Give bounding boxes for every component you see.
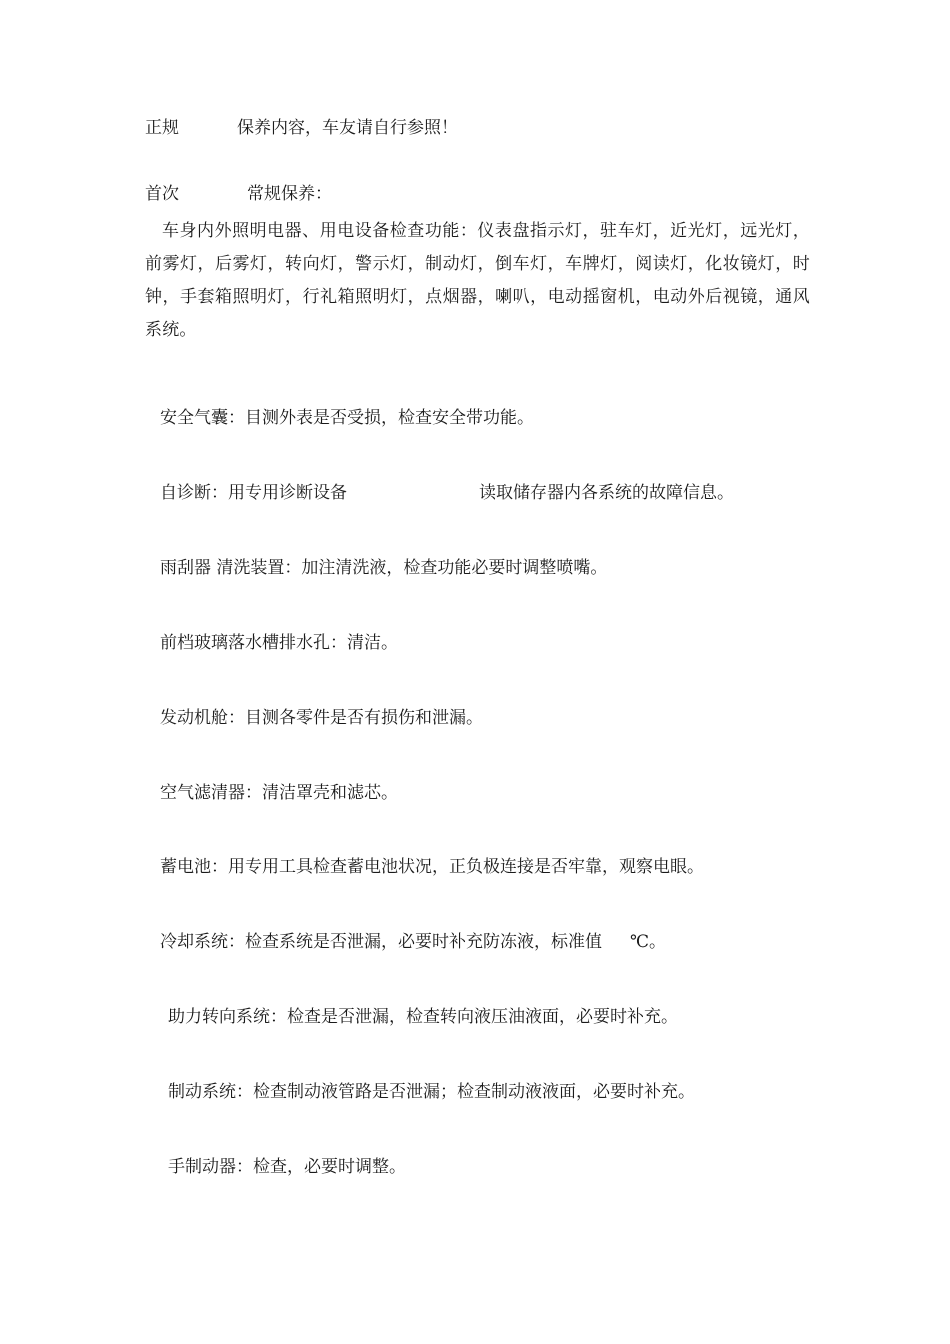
item-cooling (160, 931, 666, 953)
title-right: 保养内容，车友请自行参照！ (237, 118, 458, 138)
diagnosis-left: 自诊断：用专用诊断设备 (160, 483, 347, 503)
item-engine-bay: 发动机舱：目测各零件是否有损伤和泄漏。 (160, 708, 483, 728)
item-windshield-drain: 前档玻璃落水槽排水孔：清洁。 (160, 633, 398, 653)
cooling-right: ℃。 (630, 932, 667, 952)
section-label-left: 首次 (145, 184, 179, 204)
item-diagnosis (160, 482, 734, 504)
title-left: 正规 (145, 118, 179, 138)
item-air-filter: 空气滤清器：清洁罩壳和滤芯。 (160, 783, 398, 803)
item-power-steering: 助力转向系统：检查是否泄漏，检查转向液压油液面，必要时补充。 (168, 1007, 678, 1027)
item-brake-system: 制动系统：检查制动液管路是否泄漏；检查制动液液面，必要时补充。 (168, 1082, 695, 1102)
diagnosis-right: 读取储存器内各系统的故障信息。 (479, 483, 734, 503)
item-wiper: 雨刮器 清洗装置：加注清洗液，检查功能必要时调整喷嘴。 (160, 558, 608, 578)
document-title (145, 117, 458, 139)
section-heading (145, 183, 332, 205)
item-airbag: 安全气囊：目测外表是否受损，检查安全带功能。 (160, 408, 534, 428)
item-hand-brake: 手制动器：检查，必要时调整。 (168, 1157, 406, 1177)
paragraph-electrical: 车身内外照明电器、用电设备检查功能：仪表盘指示灯，驻车灯，近光灯，远光灯，前雾灯，后雾灯，转向灯，警示灯，制动灯，倒车灯，车牌灯，阅读灯，化妆镜灯，时钟，手套箱照明灯，行礼箱照明灯，点烟器，喇叭，电动摇窗机，电动外后视镜，通风系统。 (145, 221, 810, 340)
item-battery: 蓄电池：用专用工具检查蓄电池状况，正负极连接是否牢靠，观察电眼。 (160, 857, 704, 877)
section-label-right: 常规保养： (247, 184, 332, 204)
cooling-left: 冷却系统：检查系统是否泄漏，必要时补充防冻液，标准值 (160, 932, 602, 952)
